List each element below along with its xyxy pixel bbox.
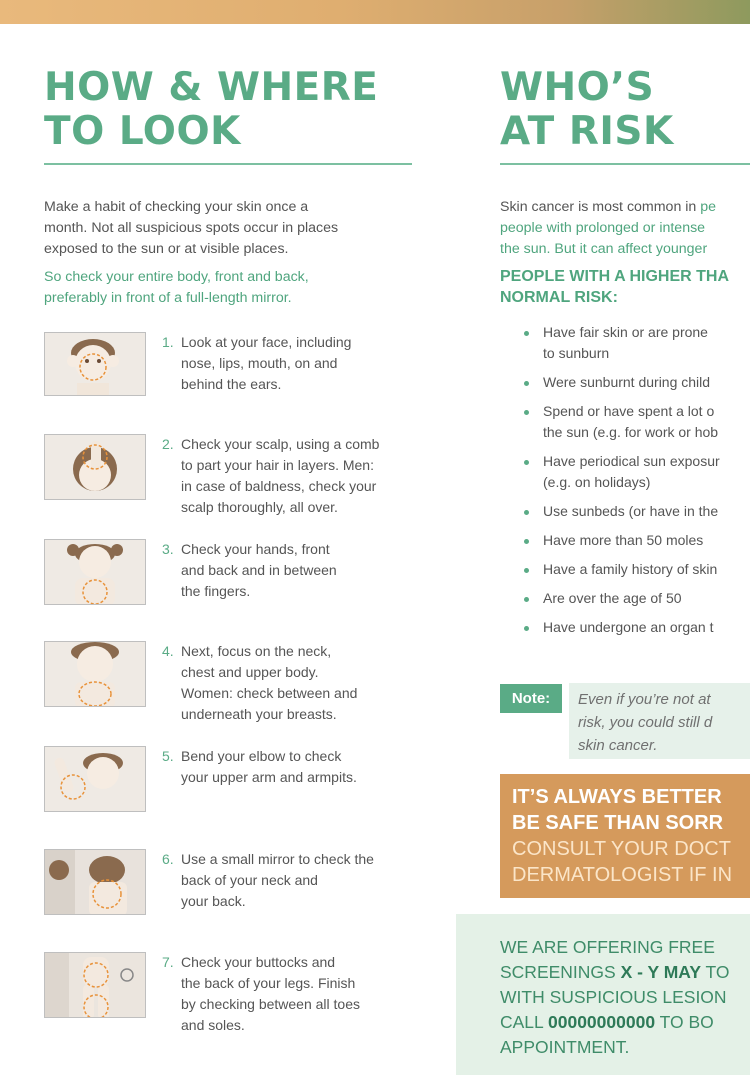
screening-offer-box [456,914,750,1075]
list-item [500,501,750,522]
step-line: Women: check between and [181,685,358,701]
armpit-check-illustration [44,746,146,812]
title-line: TO LOOK [44,109,241,154]
bullet-icon [524,568,529,573]
step-line: the back of your legs. Finish [181,975,356,991]
list-item-subtext: to sunburn [543,345,610,361]
bullet-icon [524,331,529,336]
step-line: nose, lips, mouth, on and [181,355,338,371]
offer-text: TO BO [655,1012,714,1032]
scalp-check-illustration [44,434,146,500]
step-line: Check your buttocks and [181,954,336,970]
step-number: 1. [162,334,174,350]
bullet-icon [524,381,529,386]
step-4 [44,641,424,731]
emphasis-line: So check your entire body, front and back, [44,269,309,285]
title-divider [500,163,750,165]
list-item-text: Have fair skin or are prone [543,324,708,340]
risk-intro-paragraph [500,197,750,260]
intro-line: month. Not all suspicious spots occur in places [44,220,339,236]
intro-highlight: pe [700,199,717,215]
step-6 [44,849,424,919]
step-number: 4. [162,643,174,659]
list-item-text: Have undergone an organ t [543,619,714,635]
offer-text: SCREENINGS [500,962,621,982]
bullet-icon [524,626,529,631]
step-line: and back and in between [181,562,337,578]
list-item-subtext: the sun (e.g. for work or hob [543,424,719,440]
note-line: skin cancer. [578,737,658,754]
bullet-icon [524,410,529,415]
hands-check-illustration [44,539,146,605]
note-badge: Note: [500,684,562,713]
subhead-line: NORMAL RISK: [500,289,618,306]
offer-dates: X - Y MAY [620,962,701,982]
list-item-text: Are over the age of 50 [543,590,682,606]
subhead-line: PEOPLE WITH A HIGHER THA [500,268,730,285]
list-item [500,401,750,443]
chest-check-illustration [44,641,146,707]
step-line: and soles. [181,1017,245,1033]
list-item [500,372,750,393]
step-line: chest and upper body. [181,664,319,680]
step-line: Look at your face, including [181,334,352,350]
intro-line: people with prolonged or intense [500,220,706,236]
legs-check-illustration [44,952,146,1018]
title-line: AT RISK [500,109,674,154]
intro-line: Make a habit of checking your skin once a [44,199,309,215]
step-line: your upper arm and armpits. [181,769,357,785]
callout-line: CONSULT YOUR DOCT [512,838,731,860]
step-line: Next, focus on the neck, [181,643,332,659]
step-5 [44,746,424,816]
list-item-text: Use sunbeds (or have in the [543,503,719,519]
offer-line [500,960,730,985]
note-line: risk, you could still d [578,714,713,731]
list-item-subtext: (e.g. on holidays) [543,474,651,490]
offer-line: APPOINTMENT. [500,1037,630,1057]
intro-line: the sun. But it can affect younger [500,241,708,257]
step-line: behind the ears. [181,376,282,392]
back-mirror-check-illustration [44,849,146,915]
note-line: Even if you’re not at [578,691,711,708]
step-number: 3. [162,541,174,557]
step-text [162,641,424,725]
list-item [500,322,750,364]
bullet-icon [524,539,529,544]
bullet-icon [524,597,529,602]
offer-text: CALL [500,1012,548,1032]
callout-line: BE SAFE THAN SORR [512,812,724,834]
step-number: 5. [162,748,174,764]
list-item-text: Have a family history of skin [543,561,718,577]
step-line: Bend your elbow to check [181,748,342,764]
step-text [162,746,424,788]
list-item [500,617,750,638]
offer-line: WITH SUSPICIOUS LESION [500,987,727,1007]
step-line: underneath your breasts. [181,706,337,722]
higher-risk-subhead [500,266,750,308]
step-line: in case of baldness, check your [181,478,377,494]
list-item-text: Have periodical sun exposur [543,453,720,469]
title-line: WHO’S [500,65,655,110]
note-text [578,688,750,757]
phone-number: 00000000000 [548,1012,656,1032]
list-item-text: Spend or have spent a lot o [543,403,715,419]
step-text [162,434,424,518]
step-line: Use a small mirror to check the [181,851,374,867]
emphasis-paragraph [44,267,424,309]
whos-at-risk-title [500,66,674,154]
step-1 [44,332,424,402]
risk-factor-list [500,322,750,646]
top-color-bar [0,0,750,24]
step-line: by checking between all toes [181,996,360,1012]
title-divider [44,163,412,165]
step-number: 2. [162,436,174,452]
title-line: HOW & WHERE [44,65,379,110]
step-line: Check your hands, front [181,541,330,557]
list-item-text: Have more than 50 moles [543,532,704,548]
step-line: back of your neck and [181,872,318,888]
step-line: to part your hair in layers. Men: [181,457,374,473]
emphasis-line: preferably in front of a full-length mirror. [44,290,292,306]
intro-line: exposed to the sun or at visible places. [44,241,289,257]
step-line: the fingers. [181,583,251,599]
face-check-illustration [44,332,146,396]
step-text [162,849,424,912]
list-item-text: Were sunburnt during child [543,374,711,390]
intro-line: Skin cancer is most common in [500,199,701,215]
offer-line: WE ARE OFFERING FREE [500,937,715,957]
callout-line: DERMATOLOGIST IF IN [512,864,733,886]
list-item [500,559,750,580]
step-number: 6. [162,851,174,867]
step-text [162,332,424,395]
step-line: your back. [181,893,246,909]
better-safe-callout [500,774,750,898]
list-item [500,530,750,551]
intro-paragraph [44,197,424,260]
how-where-title [44,66,378,154]
offer-line [500,1010,714,1035]
step-line: Check your scalp, using a comb [181,436,380,452]
step-text [162,539,424,602]
step-7 [44,952,424,1042]
step-3 [44,539,424,609]
bullet-icon [524,510,529,515]
step-text [162,952,424,1036]
offer-text: TO [701,962,730,982]
step-line: scalp thoroughly, all over. [181,499,338,515]
bullet-icon [524,460,529,465]
step-2 [44,434,424,524]
list-item [500,588,750,609]
list-item [500,451,750,493]
callout-line: IT’S ALWAYS BETTER [512,786,722,808]
step-number: 7. [162,954,174,970]
